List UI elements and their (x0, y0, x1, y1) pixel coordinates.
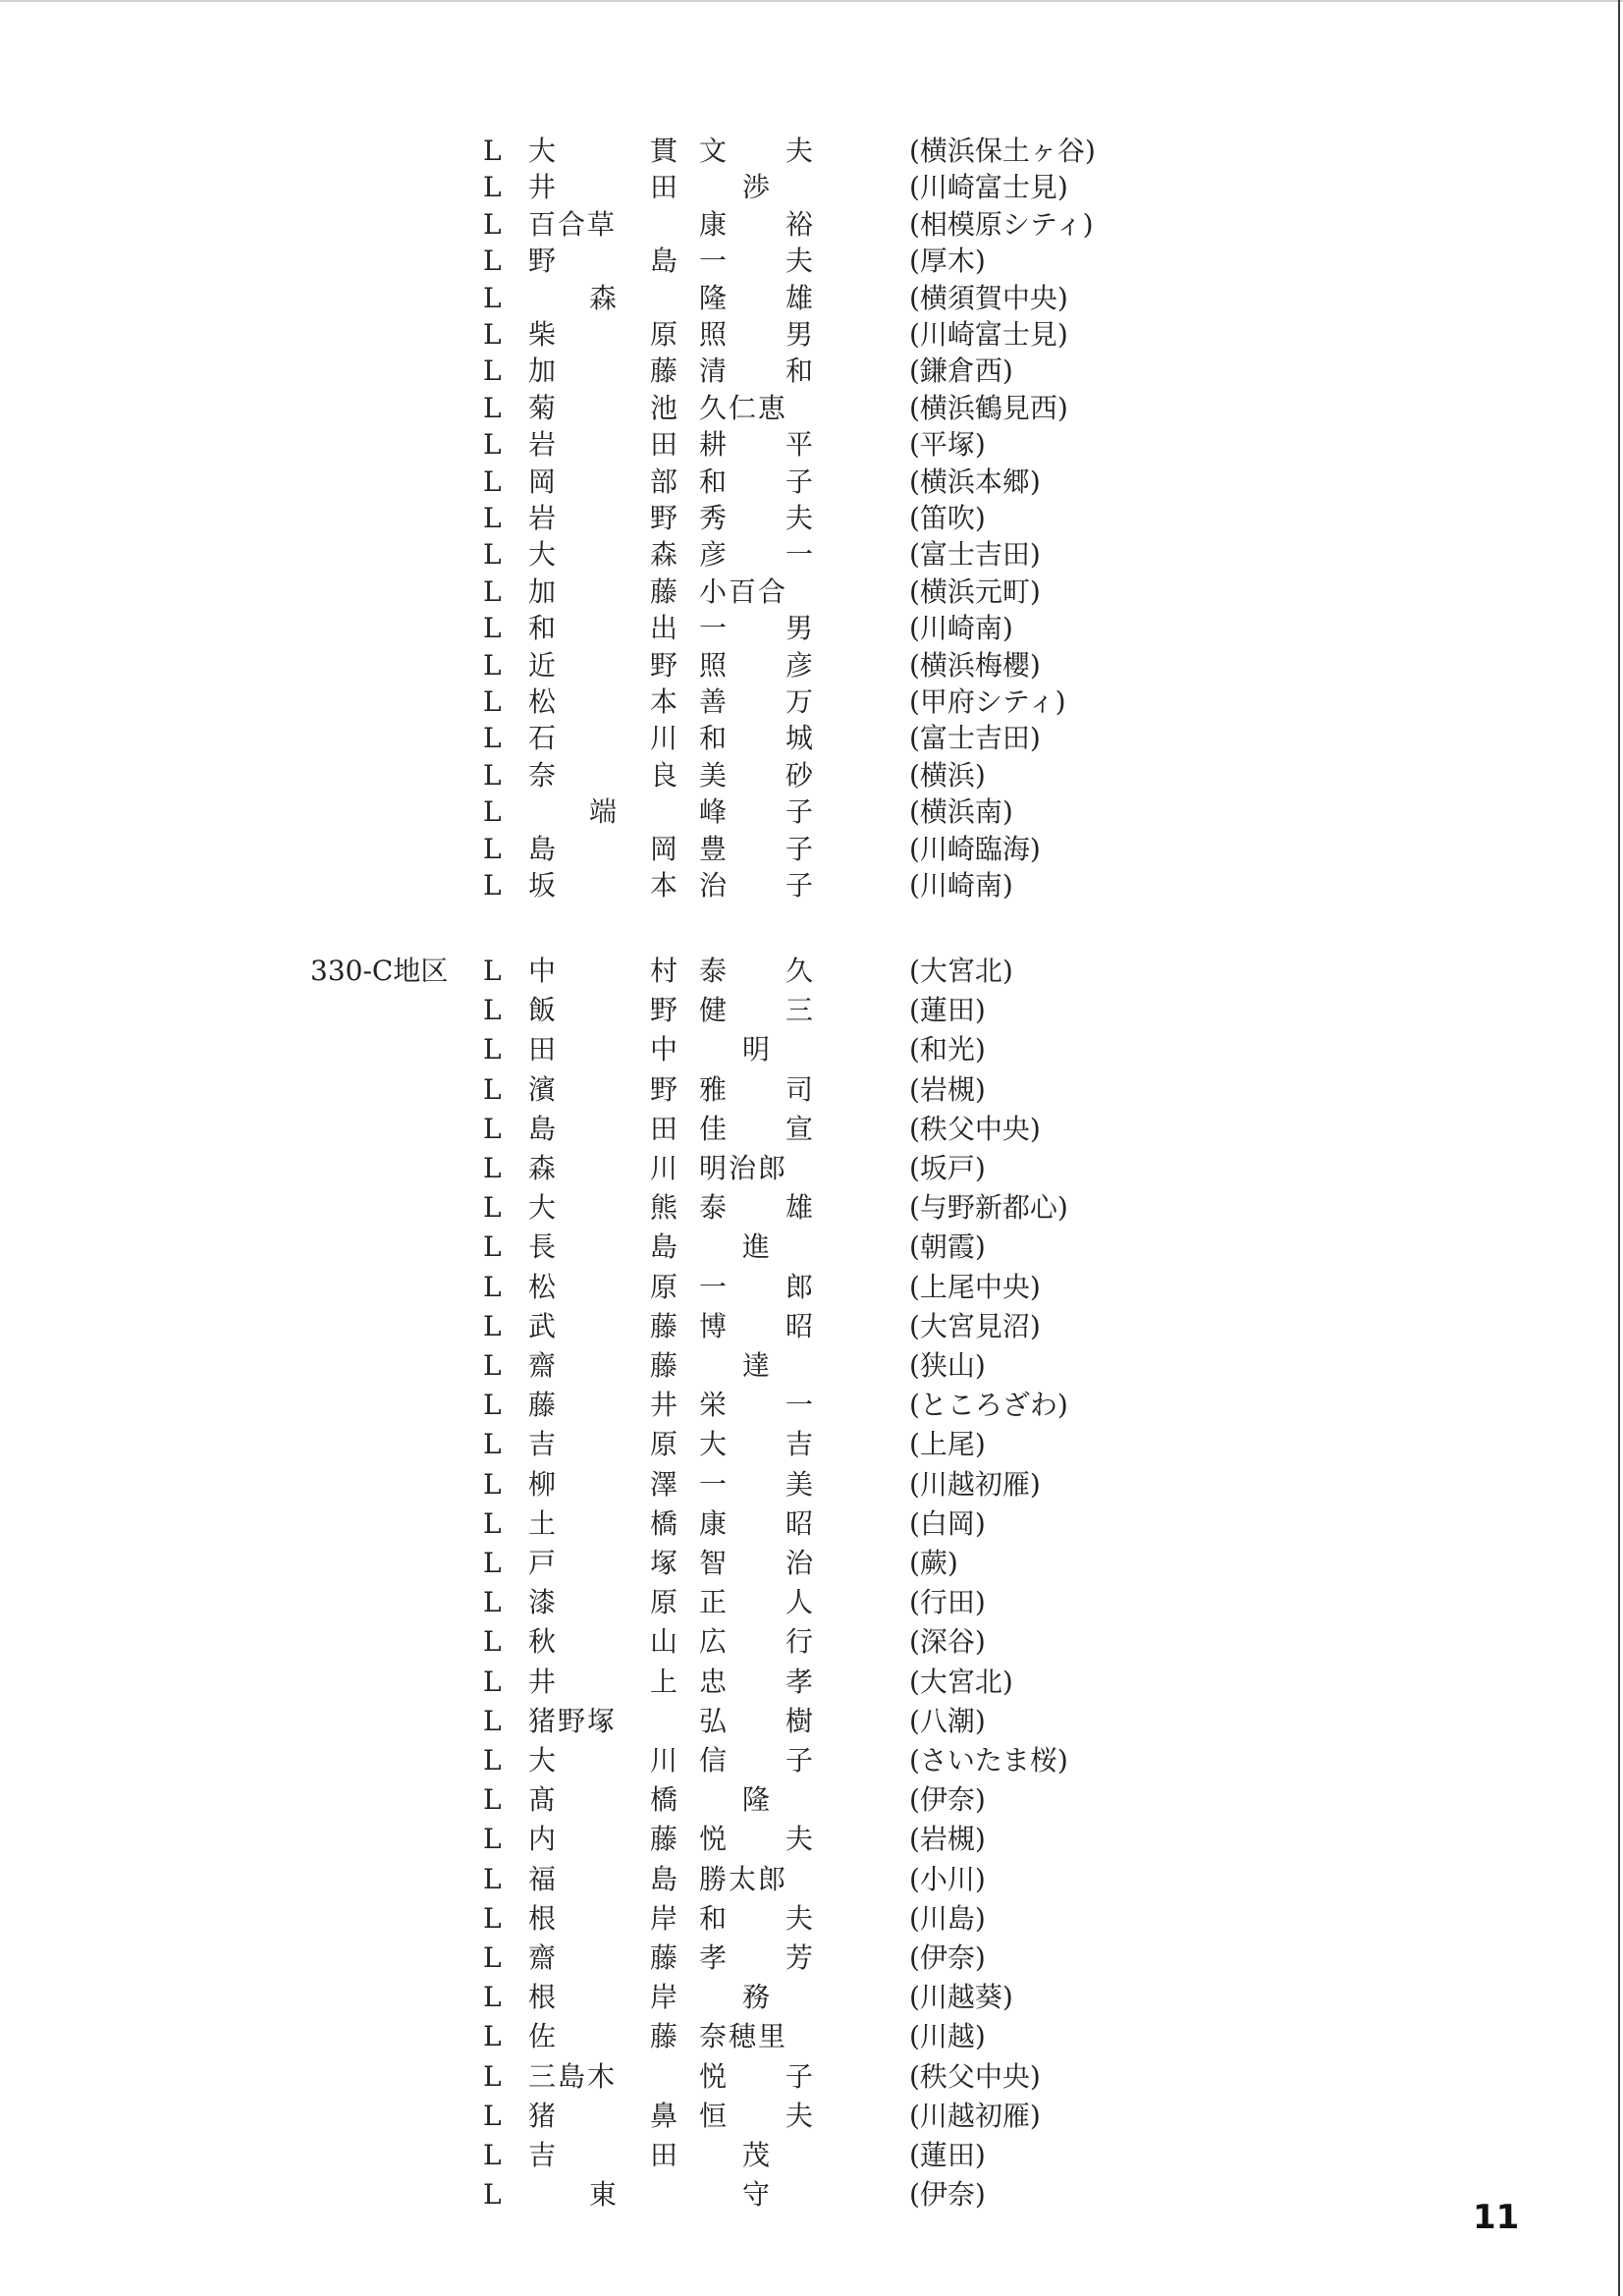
list-item (0, 353, 1178, 390)
member-surname: 佐藤 (528, 2020, 677, 2053)
member-club: (笛吹) (909, 502, 986, 534)
member-given-name: 奈穂里 (699, 2020, 788, 2053)
member-prefix: L (483, 574, 502, 608)
page-top-edge (0, 0, 1623, 2)
member-prefix: L (483, 1625, 502, 1659)
member-surname: 島田 (528, 1112, 677, 1145)
list-item (0, 1940, 1178, 1977)
member-given-name: 康裕 (699, 207, 813, 241)
member-given-name: 隆雄 (699, 281, 813, 314)
member-given-name: 治子 (699, 869, 813, 902)
member-prefix: L (483, 171, 502, 204)
list-item (0, 280, 1178, 317)
member-prefix: L (483, 1941, 502, 1974)
member-surname: 井上 (528, 1665, 677, 1698)
member-surname: 坂本 (528, 869, 677, 902)
member-surname: 岡部 (528, 465, 677, 498)
member-club: (横浜本郷) (909, 465, 1041, 498)
list-item (0, 1505, 1178, 1543)
member-prefix: L (483, 355, 502, 388)
list-item (0, 464, 1178, 501)
member-club: (富士吉田) (909, 538, 1041, 572)
list-item (0, 610, 1178, 647)
member-prefix: L (483, 2099, 502, 2132)
member-given-name: 豊子 (699, 832, 813, 865)
member-prefix: L (483, 318, 502, 351)
member-prefix: L (483, 1270, 502, 1303)
member-prefix: L (483, 1428, 502, 1461)
member-surname: 武藤 (528, 1309, 677, 1342)
member-prefix: L (483, 1586, 502, 1619)
member-club: (上尾) (909, 1428, 986, 1461)
member-given-name: 正人 (699, 1586, 813, 1619)
member-club: (秩父中央) (909, 1112, 1041, 1145)
member-surname: 秋山 (528, 1625, 677, 1659)
member-club: (伊奈) (909, 1783, 986, 1817)
list-item (0, 1071, 1178, 1109)
member-given-name: 泰雄 (699, 1191, 813, 1225)
list-item (0, 1900, 1178, 1938)
list-item (0, 1111, 1178, 1148)
list-item (0, 1189, 1178, 1227)
member-surname: 内藤 (528, 1823, 677, 1856)
member-club: (川島) (909, 1901, 986, 1935)
member-given-name: 健三 (699, 994, 813, 1027)
list-item (0, 1426, 1178, 1463)
list-item (0, 2098, 1178, 2135)
member-prefix: L (483, 465, 502, 498)
member-given-name: 秀夫 (699, 502, 813, 534)
list-item (0, 647, 1178, 684)
member-surname: 猪鼻 (528, 2099, 677, 2132)
member-given-name: 隆 (741, 1783, 770, 1817)
member-given-name: 一夫 (699, 245, 813, 278)
member-surname: 大熊 (528, 1191, 677, 1225)
member-surname: 根岸 (528, 1901, 677, 1935)
member-given-name: 進 (741, 1230, 770, 1264)
list-item (0, 720, 1178, 757)
member-prefix: L (483, 502, 502, 534)
member-surname: 藤井 (528, 1389, 677, 1422)
member-surname: 菊池 (528, 391, 677, 424)
list-item (0, 500, 1178, 537)
member-club: (白岡) (909, 1506, 986, 1540)
member-club: (岩槻) (909, 1823, 986, 1856)
member-prefix: L (483, 428, 502, 462)
member-given-name: 峰子 (699, 795, 813, 829)
member-surname: 齋藤 (528, 1941, 677, 1974)
member-surname: 松原 (528, 1270, 677, 1303)
member-prefix: L (483, 1191, 502, 1225)
list-item (0, 133, 1178, 170)
member-club: (川崎南) (909, 869, 1013, 902)
member-given-name: 文夫 (699, 135, 813, 167)
member-prefix: L (483, 1901, 502, 1935)
member-surname: 石川 (528, 722, 677, 755)
member-club: (伊奈) (909, 2178, 986, 2212)
member-prefix: L (483, 1862, 502, 1895)
member-surname: 松本 (528, 685, 677, 718)
member-surname: 森 (588, 281, 617, 314)
list-item (0, 1269, 1178, 1306)
member-club: (甲府シティ) (909, 685, 1066, 718)
member-given-name: 一郎 (699, 1270, 813, 1303)
member-surname: 吉田 (528, 2139, 677, 2171)
member-club: (秩父中央) (909, 2059, 1041, 2093)
member-surname: 和出 (528, 612, 677, 645)
member-given-name: 大吉 (699, 1428, 813, 1461)
member-surname: 戸塚 (528, 1547, 677, 1579)
member-given-name: 久仁恵 (699, 391, 788, 424)
list-item (0, 1150, 1178, 1187)
member-prefix: L (483, 207, 502, 241)
member-given-name: 信子 (699, 1744, 813, 1777)
member-surname: 土橋 (528, 1506, 677, 1540)
list-item (0, 1347, 1178, 1385)
member-given-name: 広行 (699, 1625, 813, 1659)
member-prefix: L (483, 1112, 502, 1145)
member-club: (大宮見沼) (909, 1309, 1041, 1342)
member-club: (川越) (909, 2020, 986, 2053)
member-club: (横浜保土ヶ谷) (909, 135, 1096, 167)
list-item (0, 316, 1178, 354)
member-surname: 漆原 (528, 1586, 677, 1619)
member-prefix: L (483, 1744, 502, 1777)
list-item (0, 1664, 1178, 1701)
member-surname: 野島 (528, 245, 677, 278)
member-club: (狭山) (909, 1349, 986, 1382)
member-surname: 根岸 (528, 1981, 677, 2014)
list-item (0, 1781, 1178, 1819)
list-item (0, 1742, 1178, 1779)
member-club: (平塚) (909, 428, 986, 462)
member-given-name: 一男 (699, 612, 813, 645)
member-club: (さいたま桜) (909, 1744, 1068, 1777)
member-prefix: L (483, 2020, 502, 2053)
list-item (0, 757, 1178, 794)
member-club: (蓮田) (909, 2139, 986, 2171)
member-given-name: 耕平 (699, 428, 813, 462)
member-club: (ところざわ) (909, 1389, 1068, 1422)
member-club: (与野新都心) (909, 1191, 1068, 1225)
member-surname: 福島 (528, 1862, 677, 1895)
member-club: (岩槻) (909, 1072, 986, 1106)
member-given-name: 善万 (699, 685, 813, 718)
member-club: (川越葵) (909, 1981, 1013, 2014)
member-prefix: L (483, 758, 502, 792)
member-surname: 大川 (528, 1744, 677, 1777)
member-surname: 飯野 (528, 994, 677, 1027)
member-surname: 三島木 (528, 2059, 618, 2093)
member-prefix: L (483, 1349, 502, 1382)
member-club: (川崎富士見) (909, 171, 1068, 204)
member-surname: 髙橋 (528, 1783, 677, 1817)
member-club: (川越初雁) (909, 2099, 1041, 2132)
member-given-name: 照彦 (699, 648, 813, 682)
list-item (0, 169, 1178, 206)
member-surname: 大森 (528, 538, 677, 572)
member-given-name: 小百合 (699, 574, 788, 608)
member-given-name: 博昭 (699, 1309, 813, 1342)
member-prefix: L (483, 1783, 502, 1817)
member-club: (朝霞) (909, 1230, 986, 1264)
member-prefix: L (483, 1823, 502, 1856)
member-prefix: L (483, 722, 502, 755)
member-given-name: 美砂 (699, 758, 813, 792)
member-prefix: L (483, 1230, 502, 1264)
member-club: (厚木) (909, 245, 986, 278)
member-surname: 岩野 (528, 502, 677, 534)
member-prefix: L (483, 2178, 502, 2212)
list-item (0, 793, 1178, 831)
member-club: (深谷) (909, 1625, 986, 1659)
member-given-name: 悦夫 (699, 1823, 813, 1856)
member-prefix: L (483, 1547, 502, 1579)
member-prefix: L (483, 795, 502, 829)
member-given-name: 明 (741, 1033, 770, 1066)
member-club: (大宮北) (909, 1665, 1013, 1698)
list-item (0, 574, 1178, 611)
member-given-name: 弘樹 (699, 1704, 813, 1737)
member-club: (坂戸) (909, 1152, 986, 1184)
member-given-name: 和城 (699, 722, 813, 755)
member-prefix: L (483, 135, 502, 167)
list-item (0, 1623, 1178, 1661)
member-surname: 端 (588, 795, 617, 829)
member-given-name: 一美 (699, 1467, 813, 1501)
list-item (0, 2176, 1178, 2214)
member-surname: 齋藤 (528, 1349, 677, 1382)
member-prefix: L (483, 245, 502, 278)
list-item (0, 536, 1178, 574)
member-given-name: 達 (741, 1349, 770, 1382)
member-club: (富士吉田) (909, 722, 1041, 755)
member-club: (蓮田) (909, 994, 986, 1027)
list-item (0, 1703, 1178, 1740)
member-surname: 吉原 (528, 1428, 677, 1461)
member-club: (行田) (909, 1586, 986, 1619)
list-item (0, 1466, 1178, 1503)
member-prefix: L (483, 1467, 502, 1501)
member-surname: 森川 (528, 1152, 677, 1184)
list-item (0, 1584, 1178, 1621)
member-prefix: L (483, 1152, 502, 1184)
member-prefix: L (483, 1309, 502, 1342)
member-given-name: 渉 (741, 171, 770, 204)
member-surname: 柴原 (528, 318, 677, 351)
member-surname: 猪野塚 (528, 1704, 618, 1737)
member-club: (横浜南) (909, 795, 1013, 829)
member-surname: 柳澤 (528, 1467, 677, 1501)
member-club: (小川) (909, 1862, 986, 1895)
list-item (0, 243, 1178, 280)
member-prefix: L (483, 538, 502, 572)
member-surname: 奈良 (528, 758, 677, 792)
member-club: (川崎富士見) (909, 318, 1068, 351)
member-given-name: 孝芳 (699, 1941, 813, 1974)
member-surname: 百合草 (528, 207, 618, 241)
member-given-name: 和夫 (699, 1901, 813, 1935)
member-given-name: 雅司 (699, 1072, 813, 1106)
member-club: (大宮北) (909, 955, 1013, 987)
member-given-name: 彦一 (699, 538, 813, 572)
member-surname: 加藤 (528, 355, 677, 388)
member-prefix: L (483, 1072, 502, 1106)
member-given-name: 忠孝 (699, 1665, 813, 1698)
member-club: (相模原シティ) (909, 207, 1094, 241)
member-club: (横浜梅櫻) (909, 648, 1041, 682)
list-item (0, 206, 1178, 244)
member-given-name: 守 (741, 2178, 770, 2212)
member-given-name: 栄一 (699, 1389, 813, 1422)
list-item (0, 992, 1178, 1029)
member-surname: 近野 (528, 648, 677, 682)
member-surname: 中村 (528, 955, 677, 987)
member-prefix: L (483, 391, 502, 424)
member-club: (横浜鶴見西) (909, 391, 1068, 424)
list-item (0, 867, 1178, 904)
list-item (0, 1545, 1178, 1582)
list-item (0, 426, 1178, 464)
member-surname: 加藤 (528, 574, 677, 608)
member-club: (川崎臨海) (909, 832, 1041, 865)
page-right-edge (1618, 0, 1620, 2296)
member-prefix: L (483, 685, 502, 718)
member-given-name: 照男 (699, 318, 813, 351)
list-item (0, 1821, 1178, 1858)
member-surname: 大貫 (528, 135, 677, 167)
list-item (0, 390, 1178, 427)
member-club: (川越初雁) (909, 1467, 1041, 1501)
member-given-name: 清和 (699, 355, 813, 388)
member-given-name: 悦子 (699, 2059, 813, 2093)
member-prefix: L (483, 1506, 502, 1540)
member-given-name: 智治 (699, 1547, 813, 1579)
member-given-name: 和子 (699, 465, 813, 498)
member-prefix: L (483, 869, 502, 902)
list-item (0, 1979, 1178, 2016)
list-item (0, 953, 1178, 990)
member-given-name: 康昭 (699, 1506, 813, 1540)
list-item (0, 1308, 1178, 1345)
list-item (0, 2058, 1178, 2096)
member-prefix: L (483, 1389, 502, 1422)
member-prefix: L (483, 832, 502, 865)
member-club: (伊奈) (909, 1941, 986, 1974)
member-club: (鎌倉西) (909, 355, 1013, 388)
list-item (0, 2137, 1178, 2174)
member-given-name: 務 (741, 1981, 770, 2014)
member-given-name: 泰久 (699, 955, 813, 987)
member-prefix: L (483, 648, 502, 682)
member-given-name: 茂 (741, 2139, 770, 2171)
list-item (0, 683, 1178, 721)
list-item (0, 1229, 1178, 1266)
member-prefix: L (483, 1704, 502, 1737)
member-prefix: L (483, 281, 502, 314)
member-prefix: L (483, 1981, 502, 2014)
member-club: (蕨) (909, 1547, 958, 1579)
member-club: (和光) (909, 1033, 986, 1066)
member-prefix: L (483, 2059, 502, 2093)
member-prefix: L (483, 2139, 502, 2171)
list-item (0, 1031, 1178, 1068)
member-club: (川崎南) (909, 612, 1013, 645)
page-number: 11 (1473, 2198, 1520, 2237)
member-surname: 岩田 (528, 428, 677, 462)
member-prefix: L (483, 994, 502, 1027)
member-prefix: L (483, 1665, 502, 1698)
member-given-name: 勝太郎 (699, 1862, 788, 1895)
member-given-name: 恒夫 (699, 2099, 813, 2132)
member-club: (横須賀中央) (909, 281, 1068, 314)
member-surname: 田中 (528, 1033, 677, 1066)
district-label: 330-C地区 (310, 955, 449, 987)
member-prefix: L (483, 955, 502, 987)
member-club: (横浜) (909, 758, 986, 792)
list-item (0, 1861, 1178, 1898)
list-item (0, 831, 1178, 868)
member-surname: 濱野 (528, 1072, 677, 1106)
member-given-name: 明治郎 (699, 1152, 788, 1184)
member-given-name: 佳宣 (699, 1112, 813, 1145)
list-item (0, 2018, 1178, 2055)
member-prefix: L (483, 612, 502, 645)
member-prefix: L (483, 1033, 502, 1066)
member-surname: 東 (588, 2178, 617, 2212)
list-item (0, 1387, 1178, 1424)
member-club: (八潮) (909, 1704, 986, 1737)
member-surname: 井田 (528, 171, 677, 204)
member-surname: 島岡 (528, 832, 677, 865)
member-club: (上尾中央) (909, 1270, 1041, 1303)
member-surname: 長島 (528, 1230, 677, 1264)
member-club: (横浜元町) (909, 574, 1041, 608)
